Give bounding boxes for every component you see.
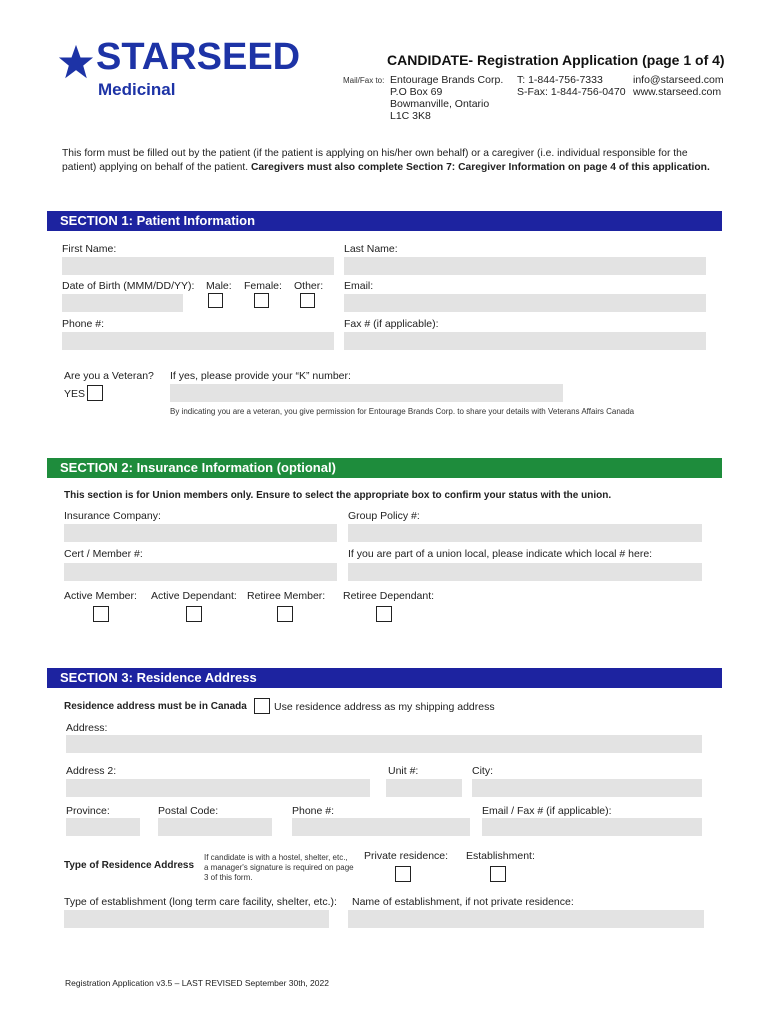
province-field[interactable] [66, 818, 140, 836]
name-establishment-label: Name of establishment, if not private residence: [352, 896, 574, 908]
use-shipping-label: Use residence address as my shipping address [274, 701, 495, 713]
female-label: Female: [244, 280, 282, 292]
other-label: Other: [294, 280, 324, 292]
section1-header: SECTION 1: Patient Information [47, 211, 722, 231]
email-field[interactable] [344, 294, 706, 312]
form-title: CANDIDATE- Registration Application (page 1 of 4) [387, 52, 725, 68]
star-logo-icon [58, 44, 94, 80]
section3-header: SECTION 3: Residence Address [47, 668, 722, 688]
intro-body: This form must be filled out by the patient (if the patient is applying on his/her own behalf) or a caregiver (i.e. individual responsible for the patient) applying on behalf of the patient. [62, 148, 688, 173]
email-label: Email: [344, 280, 374, 292]
res-phone-label: Phone #: [292, 805, 335, 817]
establishment-label: Establishment: [466, 850, 535, 862]
address-line: Entourage Brands Corp. [390, 74, 504, 86]
male-checkbox[interactable] [208, 293, 223, 308]
address-line: P.O Box 69 [390, 86, 443, 98]
address2-field[interactable] [66, 779, 370, 797]
address-line: Bowmanville, Ontario [390, 98, 490, 110]
contact-email: info@starseed.com [633, 74, 724, 86]
private-residence-label: Private residence: [364, 850, 449, 862]
fax-label: Fax # (if applicable): [344, 318, 439, 330]
dob-field[interactable] [62, 294, 183, 312]
brand-logo: STARSEED [96, 36, 301, 78]
fax-number: S-Fax: 1-844-756-0470 [517, 86, 626, 98]
first-name-field[interactable] [62, 257, 334, 275]
contact-website: www.starseed.com [633, 86, 722, 98]
k-number-field[interactable] [170, 384, 563, 402]
city-field[interactable] [472, 779, 702, 797]
insurance-company-label: Insurance Company: [64, 510, 161, 522]
contact-numbers [517, 74, 626, 98]
veteran-question: Are you a Veteran? [64, 370, 154, 382]
intro-caregiver-note: Caregivers must also complete Section 7: Caregiver Information on page 4 of this application. [250, 162, 710, 173]
type-residence-label: Type of Residence Address [64, 860, 195, 871]
unit-label: Unit #: [388, 765, 419, 777]
intro-text [62, 147, 712, 175]
address-line: L1C 3K8 [390, 110, 431, 122]
establishment-checkbox[interactable] [490, 866, 506, 882]
phone-number: T: 1-844-756-7333 [517, 74, 603, 86]
group-policy-field[interactable] [348, 524, 702, 542]
private-residence-checkbox[interactable] [395, 866, 411, 882]
active-member-checkbox[interactable] [93, 606, 109, 622]
postal-field[interactable] [158, 818, 272, 836]
active-dependant-label: Active Dependant: [151, 590, 237, 602]
cert-member-label: Cert / Member #: [64, 548, 143, 560]
dob-label: Date of Birth (MMM/DD/YY): [62, 280, 195, 292]
contact-web [633, 74, 724, 98]
use-shipping-checkbox[interactable] [254, 698, 270, 714]
last-name-field[interactable] [344, 257, 706, 275]
group-policy-label: Group Policy #: [348, 510, 420, 522]
email-fax-field[interactable] [482, 818, 702, 836]
name-establishment-field[interactable] [348, 910, 704, 928]
res-phone-field[interactable] [292, 818, 470, 836]
type-establishment-field[interactable] [64, 910, 329, 928]
mailfax-label: Mail/Fax to: [343, 76, 385, 85]
first-name-label: First Name: [62, 243, 117, 255]
male-label: Male: [206, 280, 232, 292]
unit-field[interactable] [386, 779, 462, 797]
address2-label: Address 2: [66, 765, 117, 777]
hostel-note: If candidate is with a hostel, shelter, etc., a manager's signature is required on page 3 of this form. [204, 853, 354, 882]
retiree-member-label: Retiree Member: [247, 590, 326, 602]
union-note: This section is for Union members only. Ensure to select the appropriate box to confirm your status with the union. [64, 490, 612, 501]
union-local-label: If you are part of a union local, please indicate which local # here: [348, 548, 653, 560]
canada-note: Residence address must be in Canada [64, 701, 247, 712]
address-field[interactable] [66, 735, 702, 753]
veteran-permission-note: By indicating you are a veteran, you give permission for Entourage Brands Corp. to share your details with Veterans Affairs Canada [170, 407, 635, 416]
cert-member-field[interactable] [64, 563, 337, 581]
footer-revision: Registration Application v3.5 – LAST REVISED September 30th, 2022 [65, 978, 329, 988]
type-establishment-label: Type of establishment (long term care facility, shelter, etc.): [64, 896, 337, 908]
postal-label: Postal Code: [158, 805, 219, 817]
province-label: Province: [66, 805, 110, 817]
retiree-member-checkbox[interactable] [277, 606, 293, 622]
retiree-dependant-checkbox[interactable] [376, 606, 392, 622]
brand-subtitle: Medicinal [98, 80, 176, 99]
section2-header: SECTION 2: Insurance Information (optional) [47, 458, 722, 478]
veteran-yes-checkbox[interactable] [87, 385, 103, 401]
fax-field[interactable] [344, 332, 706, 350]
active-dependant-checkbox[interactable] [186, 606, 202, 622]
mail-address [390, 74, 503, 122]
city-label: City: [472, 765, 493, 777]
veteran-yes-label: YES [64, 388, 86, 400]
active-member-label: Active Member: [64, 590, 137, 602]
female-checkbox[interactable] [254, 293, 269, 308]
email-fax-label: Email / Fax # (if applicable): [482, 805, 612, 817]
k-number-label: If yes, please provide your “K” number: [170, 370, 351, 382]
other-checkbox[interactable] [300, 293, 315, 308]
address-label: Address: [66, 722, 108, 734]
phone-label: Phone #: [62, 318, 105, 330]
retiree-dependant-label: Retiree Dependant: [343, 590, 435, 602]
phone-field[interactable] [62, 332, 334, 350]
last-name-label: Last Name: [344, 243, 398, 255]
union-local-field[interactable] [348, 563, 702, 581]
insurance-company-field[interactable] [64, 524, 337, 542]
